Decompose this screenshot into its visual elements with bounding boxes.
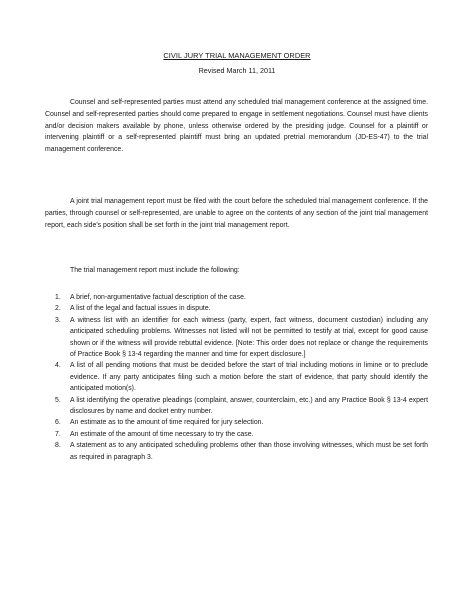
list-item-number: 6. [55,419,61,427]
list-item-text: An estimate of the amount of time necessary to try the case. [70,430,254,438]
list-item-text: A statement as to any anticipated scheduling problems other than those involving witnesses, which must be set forth as required in paragraph 3. [70,442,428,461]
list-item [45,440,428,463]
list-item-number: 7. [55,430,61,438]
list-item [45,395,428,418]
list-item-number: 1. [55,294,61,301]
list-item-text: A list of the legal and factual issues in dispute. [70,305,211,313]
list-item [45,360,428,394]
list-item-number: 8. [55,442,61,450]
paragraph-report-intro: The trial management report must include the following: [70,267,240,274]
list-item [45,429,428,440]
list-item [45,303,428,314]
list-item-number: 3. [55,316,61,324]
list-item-number: 5. [55,396,61,404]
list-item [45,292,428,303]
list-item-text: An estimate as to the amount of time required for jury selection. [70,419,264,427]
list-item-number: 4. [55,362,61,370]
list-item-text: A witness list with an identifier for each witness (party, expert, fact witness, document custodian) including any anticipated scheduling problems. Witnesses not listed will not be permitted to testify at trial, except for good cause shown or if the witness will provide rebuttal evidence. [Note: This order does not replace or change the requirements of Practice Book § 13-4 regarding the manner and time for expert disclosure.] [70,316,428,359]
document-title: CIVIL JURY TRIAL MANAGEMENT ORDER [163,51,311,60]
list-item-text: A list of all pending motions that must be decided before the start of trial including motions in limine or to preclude evidence. If any party anticipates filing such a motion before the start of evidence, that party should identify the anticipated motion(s). [70,362,428,393]
revision-date: Revised March 11, 2011 [198,66,276,75]
list-item [45,315,428,361]
list-item-text: A list identifying the operative pleadings (complaint, answer, counterclaim, etc.) and any Practice Book § 13-4 expert disclosures by name and docket entry number. [70,396,428,416]
list-item-number: 2. [55,305,61,313]
paragraph-joint-report: A joint trial management report must be filed with the court before the scheduled trial management conference. If the parties, through counsel or self-represented, are unable to agree on the contents of any section of the joint trial management report, each side's position shall be set forth in the joint trial management report. [45,198,428,229]
list-item [45,417,428,428]
paragraph-attendance: Counsel and self-represented parties must attend any scheduled trial management conference at the assigned time. Counsel and self-represented parties should come prepared to engage in settlement negotiations. Counsel must have clients and/or decision makers available by phone, unless otherwise ordered by the presiding judge. Counsel for a plaintiff or intervening plaintiff or a self-represented plaintiff must bring an updated pretrial memorandum (JD-ES-47) to the trial management conference. [45,99,428,154]
requirements-list [45,292,428,463]
list-item-text: A brief, non-argumentative factual description of the case. [70,294,246,301]
